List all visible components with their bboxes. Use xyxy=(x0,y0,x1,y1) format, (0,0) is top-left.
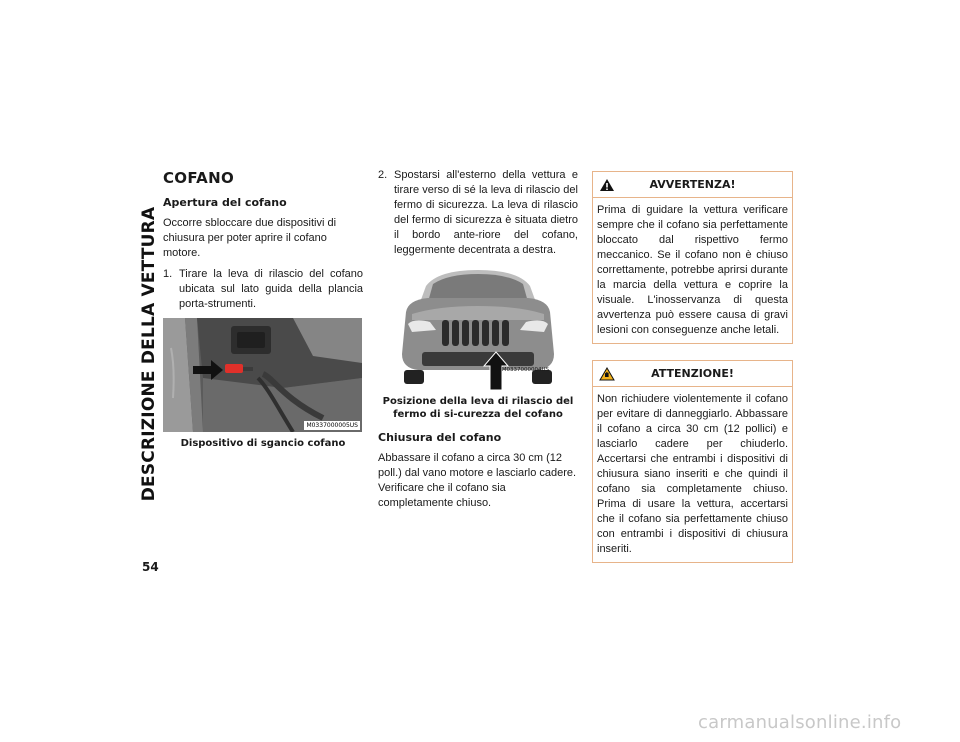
figure-1-caption: Dispositivo di sgancio cofano xyxy=(180,438,346,449)
step-2-number: 2. xyxy=(378,169,388,181)
vehicle-front-figure xyxy=(378,268,577,390)
section-title: COFANO xyxy=(163,169,234,187)
warning-title: AVVERTENZA! xyxy=(649,178,736,191)
caution-box xyxy=(592,360,793,563)
step-1-number: 1. xyxy=(163,268,173,280)
step-1 xyxy=(163,267,363,312)
column-right xyxy=(592,171,793,579)
caution-title: ATTENZIONE! xyxy=(651,367,734,380)
hood-release-photo xyxy=(163,318,362,432)
page-number: 54 xyxy=(142,560,159,574)
closing-heading: Chiusura del cofano xyxy=(378,431,502,444)
hood-release-illustration xyxy=(163,318,362,432)
step-2-text: Spostarsi all'esterno della vettura e tirare verso di sé la leva di rilascio del fermo di sicurezza. La leva di rilascio del fermo di sicurezza è situata dietro il bordo ante-riore del cofano, leggermente decentrata a destra. xyxy=(394,169,578,256)
figure-1-code: M0337000005US xyxy=(306,422,358,429)
warning-box xyxy=(592,171,793,344)
column-left xyxy=(163,168,363,450)
column-middle xyxy=(378,168,578,517)
figure-2-caption: Posizione della leva di rilascio del fermo di si-curezza del cofano xyxy=(382,396,574,420)
caution-header xyxy=(593,361,792,387)
caution-hand-icon xyxy=(599,365,615,390)
step-1-text: Tirare la leva di rilascio del cofano ubicata sul lato guida della plancia porta-strumenti. xyxy=(179,268,363,310)
closing-text: Abbassare il cofano a circa 30 cm (12 poll.) dal vano motore e lasciarlo cadere. Verificare che il cofano sia completamente chiuso. xyxy=(378,452,577,509)
step-2 xyxy=(378,168,578,258)
figure-2-code: M0337000004US xyxy=(501,367,549,373)
caution-text: Non richiudere violentemente il cofano per evitare di danneggiarlo. Abbassare il cofano a circa 30 cm (12 pollici) e lasciarlo cadere per chiuderlo. Accertarsi che entrambi i dispositivi di chiusura siano inseriti e che quindi il cofano sia completamente chiuso. Prima di usare la vettura, accertarsi che il cofano sia perfettamente chiuso con entrambi i dispositivi di chiusura inseriti. xyxy=(597,393,788,555)
chapter-title: DESCRIZIONE DELLA VETTURA xyxy=(139,206,159,502)
warning-triangle-icon xyxy=(599,176,615,201)
site-watermark: carmanualsonline.info xyxy=(698,712,902,733)
warning-text: Prima di guidare la vettura verificare sempre che il cofano sia perfettamente bloccato dal rispettivo fermo meccanico. Se il cofano non è chiuso correttamente, potrebbe aprirsi durante la marcia della vettura e coprire la visuale. L'inosservanza di questa avvertenza può essere causa di gravi lesioni con conseguenze anche letali. xyxy=(597,204,788,336)
opening-intro: Occorre sbloccare due dispositivi di chiusura per poter aprire il cofano motore. xyxy=(163,217,337,259)
chapter-side-tab xyxy=(138,158,160,550)
opening-heading: Apertura del cofano xyxy=(163,196,287,209)
warning-header xyxy=(593,172,792,198)
